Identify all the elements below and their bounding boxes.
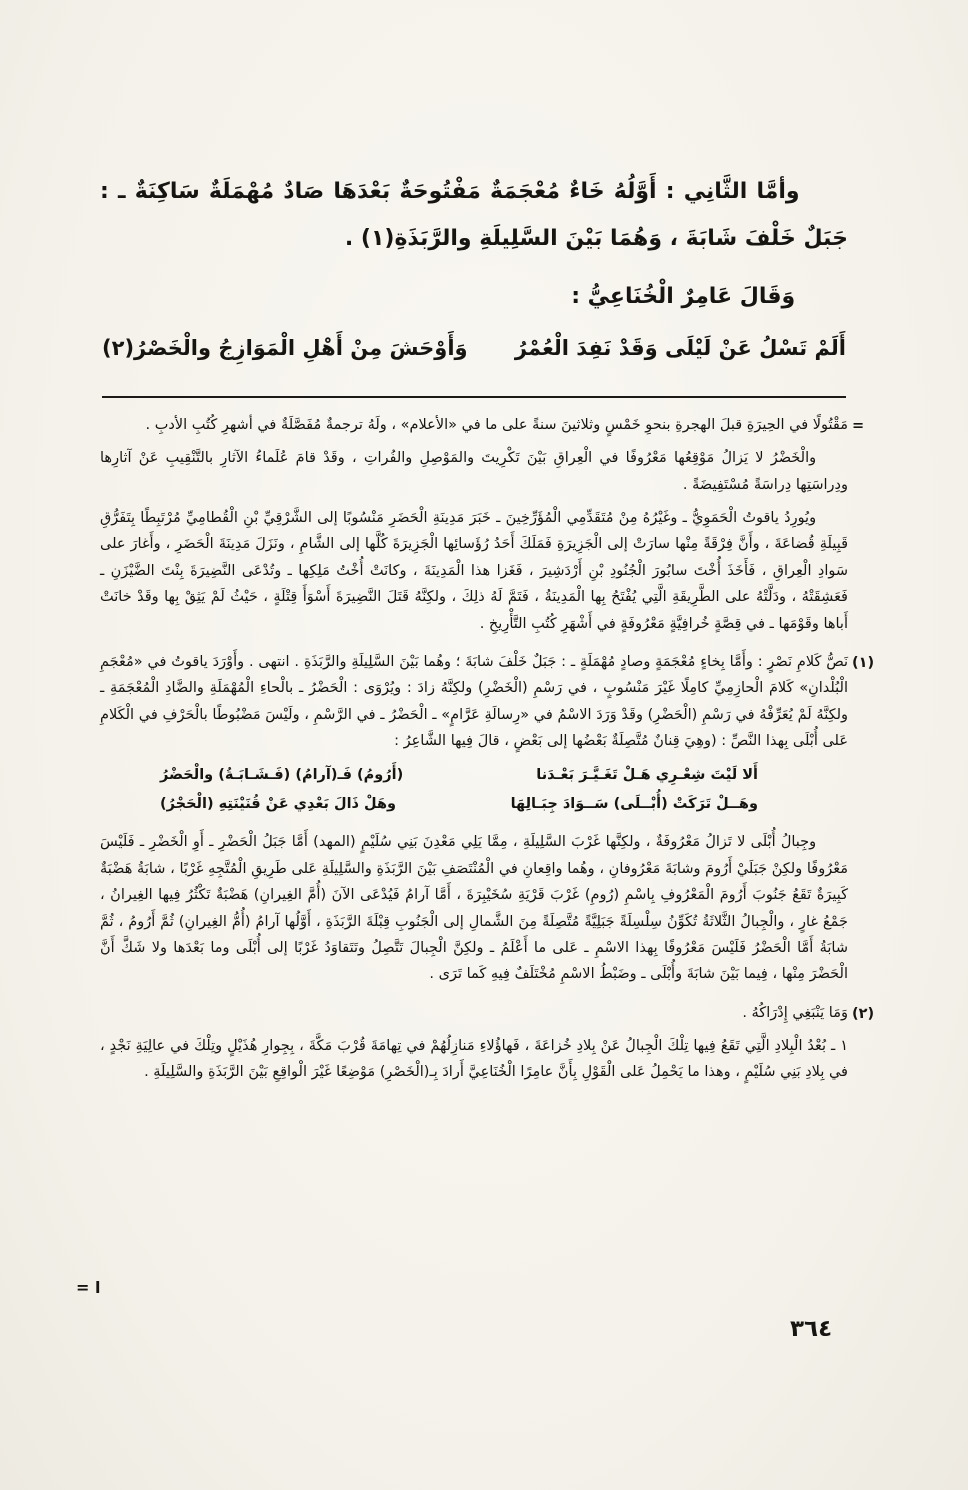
footnote-2-block (100, 1000, 875, 1086)
poet-attribution: وَقَالَ عَامِرٌ الْخُنَاعِيُّ : (571, 283, 796, 309)
footnote-continuation-block (100, 412, 865, 637)
page-number: ٣٦٤ (790, 1316, 833, 1342)
footnote-continuation-paragraph-3: ويُورِدُ ياقوتُ الْحَمَوِيُّ ـ وغَيْرُهُ مِنْ مُتَقَدِّمِي الْمُؤَرِّخِينَ ـ خَبَرَ مَدِينَةِ الْحَضَرِ مَنْسُوبًا إلى الشَّرْقِيِّ بْنِ الْقُطامِيِّ مُرْتَبِطًا بِتَفَرُّقِ قَبِيلَةِ قُضاعَةَ ، وأَنَّ فِرْقَةً مِنْها سارَتْ إلى الْجَزِيرَةِ فَمَلَكَ أَحَدُ رُؤَسائِها الْجَزِيرَةَ كُلَّها إلى الشَّامِ ، ونَزَلَ مَدِينَةَ الْحَضَرِ ، وأَغارَ على سَوادِ الْعِراقِ ، فَأَخَذَ أُخْتَ سابُورَ الْجُنُودِ بْنِ أَرْدَشِيرَ ، فَغَزا هذا الْمَدِينَةَ ، وكانَتْ أُخْتُ مَلِكِها ـ وتُدْعَى النَّضِيرَةَ بِنْتَ الضَّيْزَنِ ـ فَعَشِقَتْهُ ، ودَلَّتْهُ على الطَّرِيقَةِ الَّتِي يُفْتَحُ بِها الْمَدِينَةُ ، فَتَمَّ لَهُ ذلِكَ ، ولكِنَّهُ قَتَلَ النَّضِيرَةَ أَسْوَأَ قِتْلَةٍ ، حَيْثُ لَمْ يَثِقْ بِها وقَدْ خانَتْ أَباها وقَوْمَها ـ في قِصَّةٍ خُرافِيَّةٍ مَعْرُوفَةٍ في أَشْهَرِ كُتُبِ التَّأْرِيخِ . (100, 510, 848, 632)
footnote-1-text-after-verse: وجِبالُ أُبْلَى لا تَزالُ مَعْرُوفَةٌ ، ولكِنَّها غَرْبَ السَّلِيلَةِ ، مِمَّا يَلِي مَعْدِنَ بَنِي سُلَيْمٍ (المهد) أَمَّا جَبَلُ الْحَضْرِ ـ أَوِ الْخَضْرِ ـ فَلَيْسَ مَعْرُوفًا ولكِنْ جَبَلَيْ أَرُومَ وشابَةَ مَعْرُوفانِ ، وهُما واقِعانِ في الْمُنْتَصَفِ بَيْنَ الرَّبَذَةِ والسَّلِيلَةِ عَلى طَرِيقِ الْمُتَّجِهِ غَرْبًا ، شابَةُ هَضْبَةٌ كَبِيرَةٌ تَقَعُ جَنُوبَ أَرُومَ الْمَعْرُوفِ بِاسْمِ (رُومِ) غَرْبَ قَرْيَةِ سُخَيْبِرَةَ ، أَمَّا آرامُ فَيُدْعَى الآنَ (أُمَّ الغِيرانِ) هَضْبَةٌ تَكْثُرُ فِيها الغِيرانُ ، جَمْعُ غارٍ ، والْجِبالُ الثَّلاثَةُ تُكَوِّنُ سِلْسِلَةً جَبَلِيَّةً مُتَّصِلَةً مِنَ الشَّمالِ إلى الْجَنُوبِ قِبْلَةَ الرَّبَذَةِ ، أَوَّلُها آرامُ (أُمُّ الغِيرانِ) ثُمَّ أَرُومُ ، ثُمَّ شابَةُ أَمَّا الْحَضْرُ فَلَيْسَ مَعْرُوفًا بِهذا الاسْمِ ـ عَلى ما أَعْلَمُ ـ ولكِنَّ الْجِبالَ تَتَّصِلُ وتَتَقاوَدُ غَرْبًا إلى أُبْلَى وما بَعْدَها ولا شَكَّ أَنَّ الْحَضْرَ مِنْها ، فِيما بَيْنَ شابَةَ وأُبْلَى ـ وضَبْطُ الاسْمِ مُخْتَلَفٌ فِيهِ كَما تَرَى . (100, 834, 848, 983)
footnotes-section (100, 412, 875, 1086)
main-verse-right-hemistich: أَلَمْ تَسْلُ عَنْ لَيْلَى وَقَدْ نَفِدَ الْعُمْرُ (514, 335, 846, 360)
footnote-verse-2-right-hemistich: وهَــلْ تَرَكَتْ (أُبْــلَى) سَــوَادَ جِبَـالِهَا (510, 796, 758, 813)
footnote-2-intro: وَمَا يَنْبَغِي إِدْرَاكُهُ . (742, 1004, 848, 1021)
footnote-verse-line-1 (100, 761, 848, 790)
main-text-block (100, 168, 848, 370)
footnote-2-item-1: ١ ـ بُعْدُ الْبِلادِ الَّتِي تَقَعُ فِيها تِلْكَ الْجِبالُ عَنْ بِلادِ خُزاعَةَ ، فَهاؤُلاءِ مَنازِلُهُمْ في تِهامَةَ قُرْبَ مَكَّةَ ، بِجِوارِ هُذَيْلٍ وتِلْكَ في عالِيَةِ نَجْدٍ ، في بِلادِ بَنِي سُلَيْمٍ ، وهذا ما يَحْمِلُ عَلى الْقَوْلِ بِأَنَّ عامِرًا الْخُنَاعِيَّ أَرادَ بِـ(الْخَصْرِ) مَوْضِعًا غَيْرَ الْواقِعِ بَيْنَ الرَّبَذَةِ والسَّلِيلَةِ . (100, 1038, 848, 1081)
continuation-marker-bottom: ا = (76, 1278, 101, 1297)
main-paragraph-definition: وأمَّا الثَّانِي : أَوَّلُهُ خَاءٌ مُعْجَمَةٌ مَفْتُوحَةٌ بَعْدَهَا صَادٌ مُهْمَلَةٌ سَاكِنَةٌ ـ : جَبَلٌ خَلْفَ شَابَةَ ، وَهُمَا بَيْنَ السَّلِيلَةِ والرَّبَذَةِ(١) . (100, 179, 848, 252)
continuation-marker-top: = (852, 417, 865, 434)
footnote-verse-1-left-hemistich: (أَرُومُ) فَـ(آرامُ) (فَـشَـابَـةُ) والْحَضْرُ (160, 767, 404, 784)
footnote-verse-1-right-hemistich: أَلا لَيْتَ شِعْـرِي هَـلْ تَغَـيَّـرَ بَعْـدَنا (536, 767, 758, 784)
footnote-continuation-paragraph-2: والْخَضْرُ لا يَزالُ مَوْقِعُها مَعْرُوفًا في الْعِراقِ بَيْنَ تَكْرِيتَ والمَوْصِلِ والفُراتِ ، وقَدْ قامَ عُلَماءُ الآثارِ بالتَّنْقِيبِ عَنْ آثارِها ودِراسَتِها دِراسَةً مُسْتَفِيضَةً . (100, 450, 848, 493)
footnote-1-marker: (١) (852, 654, 875, 671)
footnote-1-block (100, 649, 875, 988)
footnote-2-marker: (٢) (852, 1005, 875, 1022)
footnote-continuation-paragraph-1: مَقْتُولًا في الحِيرَةِ قبلَ الهجرةِ بنحوِ خَمْسٍ وثلاثينَ سنةً على ما في «الأعلام» ، ولَهُ ترجمةٌ مُفَصَّلَةٌ في أشهرِ كُتُبِ الأدبِ . (145, 416, 848, 433)
footnote-divider-rule (102, 396, 846, 398)
footnote-verse-line-2 (100, 790, 848, 819)
footnote-verse-2-left-hemistich: وهَلْ ذَالَ بَعْدِي عَنْ قُنَيْنَتِهِ (الْحَجْرُ) (160, 796, 397, 813)
main-verse-line (102, 326, 846, 370)
footnote-1-text: نَصُّ كَلامِ نَصْرٍ : وأَمَّا بِخاءٍ مُعْجَمَةٍ وصادٍ مُهْمَلَةٍ ـ : جَبَلٌ خَلْفَ شابَةَ ؛ وهُما بَيْنَ السَّلِيلَةِ والرَّبَذَةِ . انتهى . وأَوْرَدَ ياقوتُ في «مُعْجَمِ الْبُلْدانِ» كَلامَ الْحازِمِيِّ كامِلًا غَيْرَ مَنْسُوبٍ ، في رَسْمِ (الْخَضْرِ) ولكِنَّهُ زادَ : ويُرْوَى : الْحَضْرُ ـ بالْحاءِ الْمُهْمَلَةِ والضَّادِ الْمُعْجَمَةِ ـ ولكِنَّهُ لَمْ يُعَرِّفْهُ في رَسْمِ (الْحَضْرِ) وقَدْ وَرَدَ الاسْمُ في «رِسالَةِ عَرَّامٍ» ـ الْحَضْرُ ـ في الرَّسْمِ ، ولَيْسَ مَضْبُوطًا بالْحَرْفِ في الْكَلامِ عَلى أُبْلَى بِهذا النَّصِّ : (وهِيَ قِنانٌ مُتَّصِلَةٌ بَعْضُها إلى بَعْضٍ ، قالَ فِيها الشَّاعِرُ : (100, 653, 848, 750)
page-content (100, 168, 875, 1098)
main-verse-left-hemistich: وَأَوْحَشَ مِنْ أَهْلِ الْمَوَازِجُ والْخَصْرُ(٢) (102, 335, 468, 360)
footnote-1-verse (100, 761, 848, 819)
